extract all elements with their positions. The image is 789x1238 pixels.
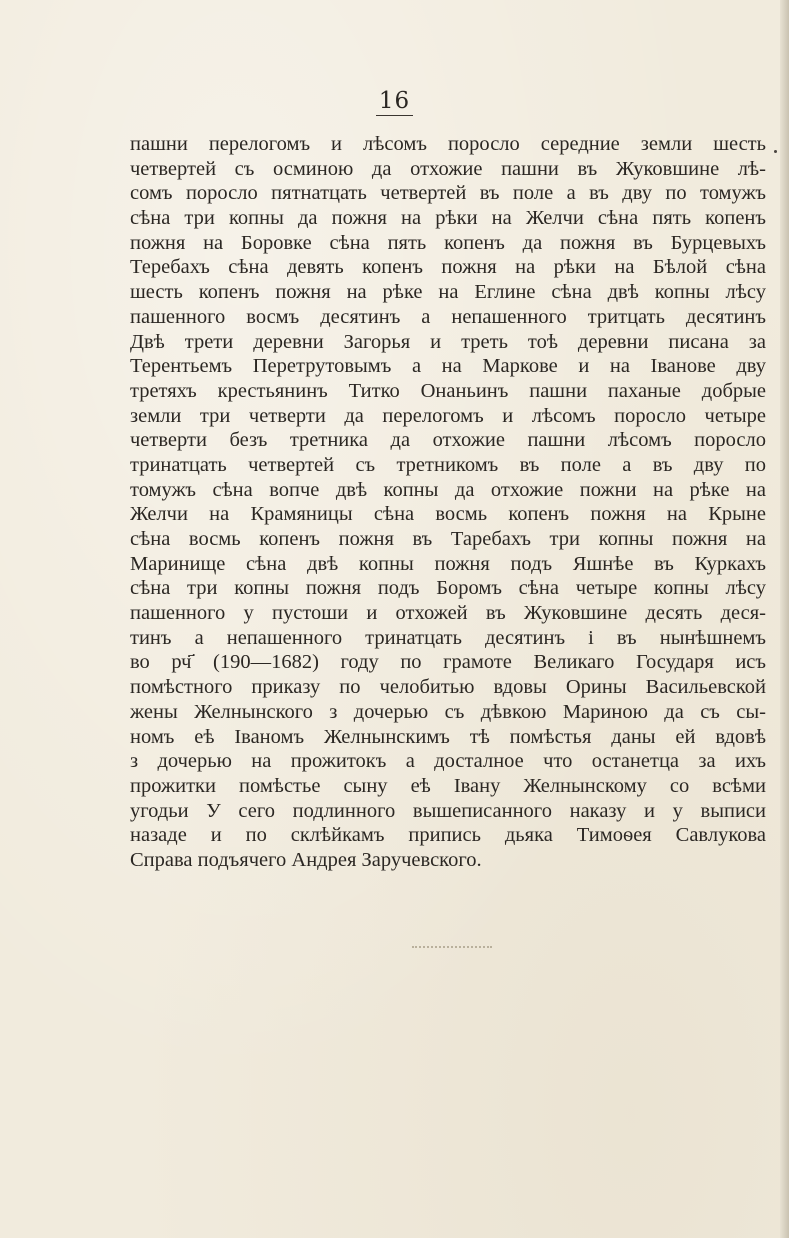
text-line: шесть копенъ пожня на рѣке на Еглине сѣна двѣ копны лѣсу xyxy=(130,281,766,304)
text-line: Желчи на Крамяницы сѣна восмь копенъ пожня на Крыне xyxy=(130,503,766,526)
text-line: пожня на Боровке сѣна пять копенъ да пожня въ Бурцевыхъ xyxy=(130,231,766,254)
text-line: номъ еѣ Іваномъ Желнынскимъ тѣ помѣстья даны ей вдовѣ xyxy=(130,725,766,748)
text-line: сѣна восмь копенъ пожня въ Таребахъ три копны пожня на xyxy=(130,528,766,550)
text-line: сѣна три копны да пожня на рѣки на Желчи сѣна пять копенъ xyxy=(130,207,766,230)
text-line: земли три четверти да перелогомъ и лѣсомъ поросло четыре xyxy=(130,404,766,427)
text-line: прожитки помѣстье сыну еѣ Івану Желнынскому со всѣми xyxy=(130,774,766,797)
text-line: сомъ поросло пятнатцать четвертей въ поле а въ дву по томужъ xyxy=(130,182,766,205)
text-line: Терентьемъ Перетрутовымъ а на Маркове и на Іванове дву xyxy=(130,355,766,378)
text-line: Теребахъ сѣна девять копенъ пожня на рѣки на Бѣлой сѣна xyxy=(130,256,766,279)
text-line: з дочерью на прожитокъ а досталное что останетца за ихъ xyxy=(130,750,766,773)
text-line-last: Справа подъячего Андрея Заручевского. xyxy=(130,848,482,871)
page-number-text: 16 xyxy=(376,88,413,116)
text-line: томужъ сѣна вопче двѣ копны да отхожие пожни на рѣке на xyxy=(130,478,766,501)
text-line: пашенного у пустоши и отхожей въ Жуковшине десять деся- xyxy=(130,602,766,625)
page-number xyxy=(0,88,789,116)
text-line: четверти безъ третника да отхожие пашни лѣсомъ поросло xyxy=(130,429,766,452)
text-line: назаде и по склѣйкамъ припись дьяка Тимоѳея Савлукова xyxy=(130,824,766,847)
text-line: четвертей съ осминою да отхожие пашни въ Жуковшине лѣ- xyxy=(130,157,766,180)
text-line: помѣстного приказу по челобитью вдовы Орины Васильевской xyxy=(130,676,766,699)
text-line: пашни перелогомъ и лѣсомъ поросло середние земли шесть xyxy=(130,133,766,155)
text-line: третяхъ крестьянинъ Титко Онаньинъ пашни паханые добрые xyxy=(130,379,766,402)
text-line: сѣна три копны пожня подъ Боромъ сѣна четыре копны лѣсу xyxy=(130,577,766,600)
text-line: во рч҃ (190—1682) году по грамоте Великаго Государя исъ xyxy=(130,651,766,674)
text-line: пашенного восмъ десятинъ а непашенного тритцать десятинъ xyxy=(130,305,766,328)
ink-speck xyxy=(774,150,777,153)
text-line: жены Желнынского з дочерью съ дѣвкою Мариною да съ сы- xyxy=(130,700,766,723)
text-line: Двѣ трети деревни Загорья и треть тоѣ деревни писана за xyxy=(130,330,766,353)
text-line: Маринище сѣна двѣ копны пожня подъ Яшнѣе въ Куркахъ xyxy=(130,552,766,575)
section-end-ornament xyxy=(412,946,492,954)
page-edge-shadow xyxy=(780,0,789,1238)
text-line: угодьи У сего подлинного вышеписанного наказу и у выписи xyxy=(130,799,766,822)
text-line: тринатцать четвертей съ третникомъ въ поле а въ дву по xyxy=(130,453,766,476)
text-line: тинъ а непашенного тринатцать десятинъ і въ нынѣшнемъ xyxy=(130,626,766,649)
body-text xyxy=(130,132,766,873)
